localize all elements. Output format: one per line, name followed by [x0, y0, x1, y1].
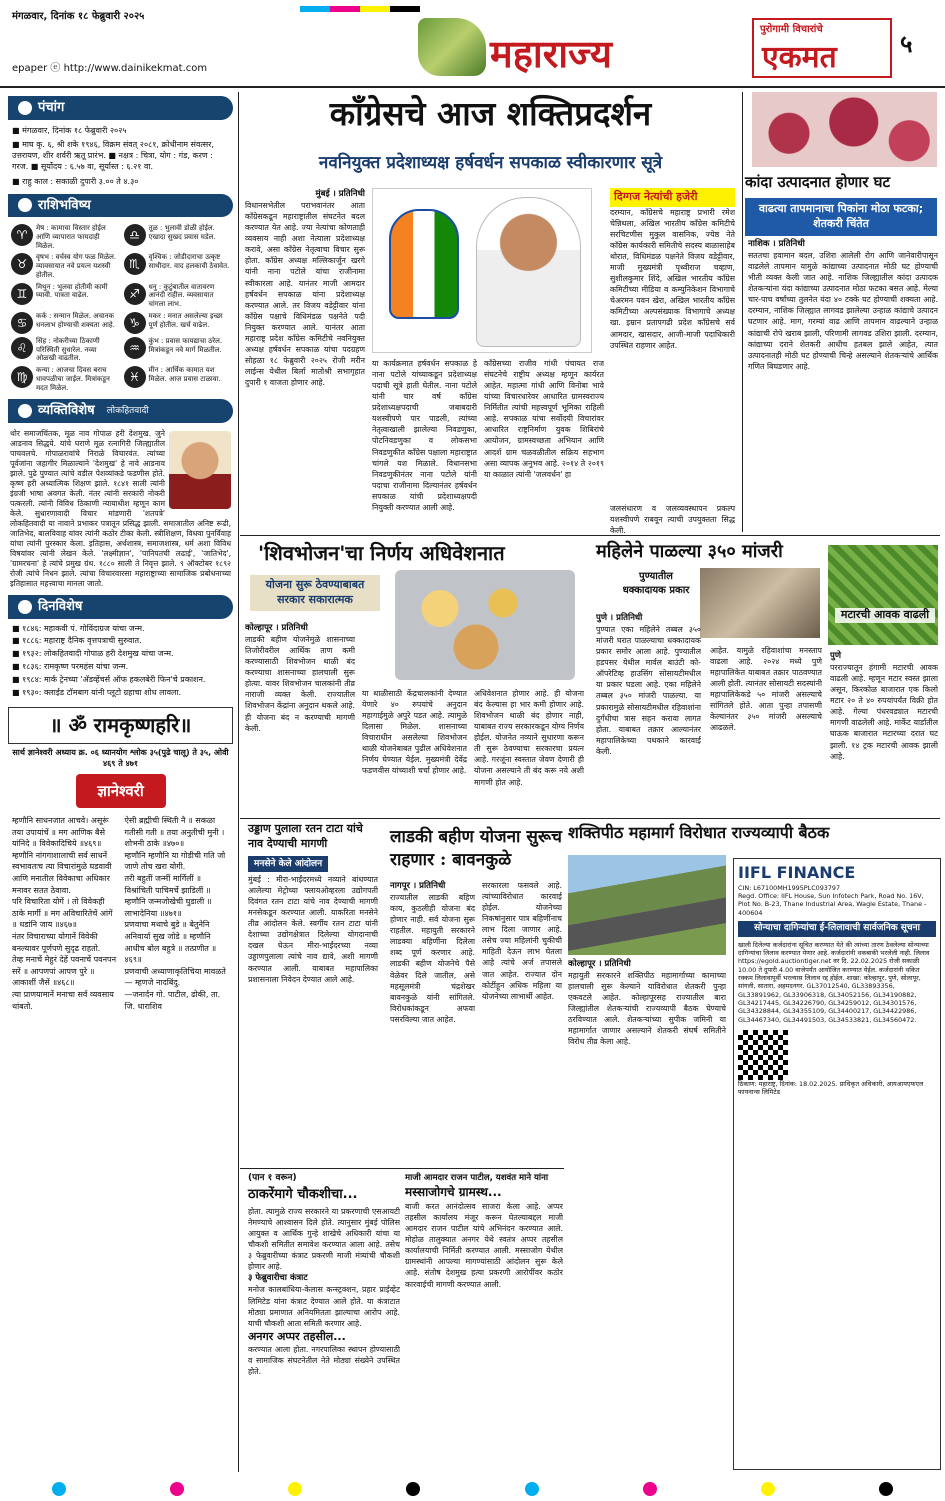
leaders-sidebox — [610, 188, 735, 536]
person-icon — [18, 404, 32, 418]
shivbhojan-byline: कोल्हापूर । प्रतिनिधी — [245, 623, 308, 633]
registration-marks — [0, 1478, 945, 1500]
thackeray-headline: ठाकरेंमागे चौकशीचा... — [248, 1187, 358, 1202]
dnyaneshwari-heading: सार्थ ज्ञानेश्वरी अध्याय क्र. ०६ ध्यानयोग श्लोक ३५(पुढे चालू) ते ३५, ओवी ४६९ ते ४७१ — [12, 748, 229, 769]
rashi-item — [124, 283, 231, 309]
shakti-headline: शक्तिपीठ महामार्ग विरोधात राज्यव्यापी बैठक — [568, 823, 830, 842]
dinvishesh-header — [8, 595, 233, 619]
zodiac-icon — [18, 198, 32, 212]
peas-text: परराज्यातून हंगामी मटारची आवक वाढली आहे. म्हणून मटार स्वस्त झाला असून, किरकोळ बाजारात एक किलो मटार २० ते ४० रुपयांपर्यंत विक्री होत आहे. गेल्या पंधरवड्यात मटारची मागणी वाढलेली आहे. मार्केट यार्डातील घाऊक बाजारात मटारच्या दरात घट झाली. १४ ट्रक मटारची आवक झाली आहे. — [830, 663, 938, 761]
iifl-advertisement — [733, 858, 941, 1470]
dnyaneshwari-logo: ज्ञानेश्वरी — [76, 774, 166, 808]
magenta-dot — [643, 1482, 657, 1496]
rashi-text: कन्या : आजचा दिवस बराच धावपळीचा जाईल. मित्रांकडून मदत मिळेल. — [36, 366, 110, 392]
maharashtra-map-icon — [418, 18, 486, 76]
yellow-dot — [761, 1482, 775, 1496]
aquarius-icon: ♒ — [124, 337, 146, 359]
rashi-text: धनु : कुटुंबातील वातावरण आनंदी राहील. व्यवसायात चांगला लाभ. — [148, 282, 215, 309]
list-item: ■ १८८६: महाराष्ट्र दैनिक वृत्तपत्राची सुरुवात. — [12, 636, 142, 646]
magenta-dot — [170, 1482, 184, 1496]
section-title: महाराज्य — [490, 31, 612, 76]
anagar-sub: माजी आमदार राजन पाटील, यशवंत माने यांना — [405, 1173, 549, 1183]
main-story-col2 — [372, 358, 477, 530]
verse: प्रणवाचा मथाचे बुडे ॥ बेतुनेनि अनिवार्या सुख जोडे ॥ म्हणौनि आधीच बोल बहुत्रे ॥ तत्प्रणीत ॥४६९॥ — [124, 920, 217, 965]
page-number: ५ — [900, 30, 913, 58]
panchang-title: पंचांग — [38, 100, 65, 115]
rashi-item — [11, 366, 118, 392]
verse: म्हणौनि म्हणौनि या गोडीची गति जो जाणे तोच खरा योगी. — [124, 850, 226, 872]
scorpio-icon: ♏ — [124, 253, 146, 275]
shakti-text: महायुती सरकारने शक्तिपीठ महामार्गाच्या कामाच्या हालचाली सुरू केल्याने याविरोधात शेतकरी पुन्हा एकवटले आहेत. कोल्हापूरसह राज्यातील बारा जिल्ह्यांतील शेतकऱ्यांची राज्यव्यापी बैठक घेण्याचे ठरविण्यात आले. शेतकऱ्यांच्या सुपीक जमिनी या महामार्गात जाणार असल्याने शेतकरी संघर्ष समितीने विरोध तीव्र केला आहे. — [568, 971, 726, 1047]
capricorn-icon: ♑ — [124, 312, 146, 334]
main-subheadline: नवनियुक्त प्रदेशाध्यक्ष हर्षवर्धन सपकाळ स्वीकारणार सूत्रे — [318, 153, 663, 173]
calendar-icon — [18, 600, 32, 614]
list-item: ■ १९३२: लोकहितवादी गोपाळ हरी देशमुख यांचा जन्म. — [12, 649, 174, 659]
rashi-header — [8, 194, 233, 218]
main-headline: काँग्रेसचे आज शक्तिप्रदर्शन — [329, 94, 652, 133]
sidebox-title: दिग्गज नेत्यांची हजेरी — [610, 188, 735, 207]
sidebox-text: दरम्यान, काँग्रेसचे महाराष्ट्र प्रभारी रमेश चेन्निथला, अखिल भारतीय काँग्रेस कमिटीचे सरचिटणीस मुकुल वासनिक, ज्येष्ठ नेते काँग्रेस कार्यकारी समितीचे सदस्य बाळासाहेब थोरात, विधिमंडळ पक्षनेते विजय वडेट्टीवार, माजी मुख्यमंत्री पृथ्वीराज चव्हाण, सुशीलकुमार शिंदे, अखिल भारतीय काँग्रेस कमिटीच्या मीडिया व कम्युनिकेशन विभागाचे चेअरमन पवन खेरा, अखिल भारतीय काँग्रेस कमिटीच्या अल्पसंख्याक विभागाचे अध्यक्ष खा. इम्रान प्रतापगढी प्रदेश काँग्रेसचे सर्व आमदार, खासदार, आजी-माजी पदाधिकारी उपस्थित राहणार आहेत. — [610, 207, 735, 350]
shivbhojan-col1 — [245, 622, 355, 812]
dinvishesh-title: दिनविशेष — [38, 599, 83, 615]
rashi-item — [124, 312, 231, 334]
ad-cin: CIN: L67100MH1995PLC093797 — [738, 883, 841, 892]
main-col1-text: विधानसभेतील पराभवानंतर आता काँग्रेसकडून महाराष्ट्रातील संघटनेत बदल करण्यात येत आहे. ज्या नेत्यांचा कोणताही व्यवसाय नाही अशा नेत्याला प्रदेशाध्यक्ष करावे, असा काँग्रेस नेतृत्वाचा विचार सुरू होता. काँग्रेस अध्यक्ष मल्लिकार्जुन खरगे यांनी नाना पटोले यांचा राजीनामा स्वीकारला आहे. यानंतर माजी आमदार हर्षवर्धन सपकाळ यांना प्रदेशाध्यक्ष करण्यात आले. तर विजय वडेट्टीवार यांना काँग्रेस पक्षाचे विधिमंडळ पक्षनेते पदी नियुक्त करण्यात आले. यानंतर आता महाराष्ट्र प्रदेश काँग्रेस कमिटीचे नवनियुक्त अध्यक्ष हर्षवर्धन सपकाळ यांचा पदग्रहण सोहळा १८ फेब्रुवारी २०२५ रोजी मरीन लाईन्स येथील बिर्ला मातोश्री सभागृहात दुपारी १ वाजता होणार आहे. — [245, 201, 365, 388]
shivbhojan-col2-text: या थाळीसाठी केंद्रचालकांनी देण्यात येणारे ४० रुपयांचे अनुदान महागाईमुळे अपुरे पडत आहे. त्यामुळे दिलासा मिळेल. शासनाच्या विचाराधीन असलेल्या शिवभोजन थाळी योजनेबाबत पुढील अधिवेशनात निर्णय घेण्यात येईल. मुख्यमंत्री देवेंद्र फडणवीस यांच्याशी चर्चा होणार आहे. — [362, 689, 467, 776]
thackeray-story — [248, 1206, 400, 1466]
ladki-headline: लाडकी बहीण योजना सुरूच राहणार : बावनकुळे — [390, 827, 562, 870]
yellow-dot — [288, 1482, 302, 1496]
ad-notice-title: सोन्याचा दागिन्यांचा ई-लिलावाची सार्वजनिक सूचना — [738, 921, 936, 937]
onion-banner: वाढत्या तापमानाचा पिकांना मोठा फटका; शेतकरी चिंतेत — [745, 198, 937, 236]
rashi-list — [8, 221, 233, 395]
cyan-dot — [52, 1482, 66, 1496]
black-dot — [406, 1482, 420, 1496]
left-column — [8, 92, 233, 1472]
portrait-image — [169, 431, 231, 509]
thali-photo — [395, 570, 575, 680]
brand-tagline: पुरोगामी विचारांचे — [760, 24, 823, 35]
peas-photo — [828, 545, 938, 645]
masthead — [0, 0, 945, 88]
cats-headline: महिलेने पाळल्या ३५० मांजरी — [596, 541, 783, 562]
verse: त्या प्राणयामानें मनाचा सर्व व्यवसाय थांबतो. — [12, 989, 114, 1011]
thackeray-text: होता. त्यामुळे राज्य सरकारने या प्रकरणाची एसआयटी नेमण्याचे आश्वासन दिले होते. त्यानुसार मुंबई पोलिस आयुक्त व आर्थिक गुन्हे शाखेचे अधिकारी यांचा या चौकशी समितीत समावेश करण्यात आला आहे. तसेच ३ फेब्रुवारीच्या कंत्राट प्रकरणी माजी मंत्र्यांची चौकशी होणार आहे. — [248, 1207, 400, 1272]
cats-byline: पुणे । प्रतिनिधी — [596, 613, 643, 623]
shivbhojan-col3 — [474, 688, 584, 813]
anagar-headline: मस्साजोगचे ग्रामस्थ... — [405, 1185, 502, 1200]
rashi-item — [124, 253, 231, 279]
main-col3-text: काँग्रेसच्या राजीव गांधी पंचायत राज संघटनेचे राष्ट्रीय अध्यक्ष म्हणून कार्यरत आहेत. महात्मा गांधी आणि विनोबा भावे यांच्या विचारधारेवर आधारित ग्रामस्वराज्य निर्मितीत त्यांची महत्त्वपूर्ण भूमिका राहिली आहे. सपकाळ यांचा सर्वोदयी विचारांवर आधारित राष्ट्रनिर्माण युवक शिबिरांचे आयोजन, ग्रामस्वच्छता अभियान आणि आदर्श ग्राम चळवळीतील सक्रिय सहभाग असा व्यापक अनुभव आहे. २०१४ ते २०१९ या काळात त्यांनी 'जलवर्धन' हा — [484, 359, 604, 479]
cats-story-2 — [710, 645, 822, 810]
cats-text-2: आहेत. यामुळे रहिवाशांचा मनस्ताप वाढला आहे. २०२४ मध्ये पुणे महापालिकेत याबाबत तक्रार पाठवण्यात आली होती. त्यानंतर सोसायटी सदस्यांनी महापालिकेकडे ५० मांजरी असल्याचे सांगितले होते. आता पुन्हा तपासणी केल्यानंतर ३५० मांजरी असल्याचे आढळले. — [710, 646, 822, 733]
rashi-item — [11, 337, 118, 363]
congress-hand-logo — [389, 209, 459, 319]
cancer-icon: ♋ — [11, 312, 33, 334]
cats-text: पुण्यात एका महिलेने तब्बल ३५० मांजरी घरात पाळल्याचा धक्कादायक प्रकार समोर आला आहे. पुण्यातील हडपसर येथील मार्वल बाउंटी को-ऑपरेटिव्ह हाउसिंग सोसायटीमधील या प्रकार घडला आहे. एका महिलेने तब्बल ३५० मांजरी पाळल्या. या प्रकारामुळे सोसायटीमधील रहिवाशांना दुर्गंधीचा त्रास सहन करावा लागत होता. याबाबत तक्रार आल्यानंतर महापालिकेच्या पथकाने कारवाई केली. — [596, 625, 701, 756]
verse: प्रणवाची अध्याणाकृतिचिया मावळते — म्हणजे नादबिंदु. — [124, 966, 226, 988]
rashi-text: कर्क : सन्मान मिळेल. अचानक धनलाभ होण्याची शक्यता आहे. — [36, 311, 115, 329]
panchang-line-2: ■ माघ कृ. ६, श्री शके १९४६, विक्रम संवत् २०८१, क्रोधीनाम संवत्सर, उत्तरायण, शीर शर्वरी ऋतू प्रारंभ. ■ नक्षत्र : चित्रा, योग : गंड, करण : गरज. ■ सूर्योदय : ६.५७ वा, सूर्यास्त : ६.२१ वा. — [12, 140, 214, 171]
ad-footer: ठिकाण: महाराष्ट्र, दिनांक: 18.02.2025. प्राधिकृत अधिकारी, आयआयएफएल फायनान्स लिमिटेड — [738, 1080, 924, 1097]
rashi-item — [124, 337, 231, 363]
section-divider — [240, 818, 940, 819]
shivbhojan-col1-text: लाडकी बहीण योजनेमुळे शासनाच्या तिजोरीवरील आर्थिक ताण कमी करण्यासाठी शिवभोजन थाळी बंद करण्याचा शासनाच्या हालचाली सुरू होत्या. यावर शिवभोजन चालकांनी तीव्र नाराजी व्यक्त केली. राज्यातील शिवभोजन केंद्रांना अनुदान थकले आहे. ही योजना बंद न करण्याची मागणी केली. — [245, 635, 355, 733]
rashi-text: सिंह : नोकरीच्या ठिकाणी परिस्थिती सुधारेल. नव्या ओळखी वाढतील. — [36, 336, 100, 363]
list-item: ■ १८३६: रामकृष्ण परमहंस यांचा जन्म. — [12, 662, 129, 672]
vyakti-article — [8, 427, 233, 591]
vyakti-text: थोर समाजचिंतक, मूळ नाव गोपाळ हरी देशमुख. जुने आडनाव सिद्धये. यांचे घराणे मूळ रत्नागिरी जिल्ह्यातील पाचवलचे. गोपाळरावांचे निराळे विचारवंत. त्यांच्या पूर्वजांना जहागीर मिळाल्याने 'देशमुख' हे नावे आडनाव झाले. पुढे पुण्यात त्यांचे वडील पेशव्यांकडे फडणीस होते. कृष्ण हरी अध्यात्मिक शिक्षण झाले. १८४१ साली त्यांनी इंग्रजी भाषा अवगत केली. नंतर त्यांनी सरकारी नोकरी पत्करली. त्यांनी विविध ठिकाणी न्यायाधीश म्हणून काम केले. सुधारणावादी विचार मांडणारी 'शतपत्रे' लोकहितवादी या नावाने प्रभाकर पत्रातून प्रसिद्ध झाली. समाजातील अनिष्ट रूढी, जातिभेद, बालविवाह यांवर त्यांनी कठोर टीका केली. स्त्रीशिक्षण, विधवा पुनर्विवाह यांचा त्यांनी पुरस्कार केला. इतिहास, अर्थशास्त्र, समाजशास्त्र, धर्म अशा विविध विषयांवर त्यांनी लेखन केले. 'लक्ष्मीज्ञान', 'पानिपतची लढाई', 'जातिभेद', 'ग्रामरचना' हे त्यांचे प्रमुख ग्रंथ. १८८० साली ते निवृत्त झाले. ९ ऑक्टोबर १८९२ रोजी त्यांचे निधन झाले. त्यांचा विचारवारसा महाराष्ट्राच्या सामाजिक प्रबोधनाच्या इतिहासात महत्त्वाचा मानला जातो. — [10, 428, 231, 589]
onion-photo — [752, 92, 937, 167]
panchang-line-3: ■ राहु काल : सकाळी दुपारी ३.०० ते ४.३० — [12, 176, 139, 186]
rashi-text: वृषभ : वर्चस्व योग फळ मिळेल. व्यावसायात नवे प्रयत्न यशस्वी होतील. — [36, 253, 117, 279]
sagittarius-icon: ♐ — [124, 283, 146, 305]
ladki-col1-text: राज्यातील लाडकी बहिण काय, कुठलीही योजना बंद होणार नाही. सर्व योजना सुरू राहतील. महायुती सरकारने लाडक्या बहिणींना दिलेला शब्द पूर्ण करणार आहे. लाडकी बहीण योजनेचे पैसे वेळेवर दिले जातील, असे महसूलमंत्री चंद्रशेखर बावनकुळे यांनी सांगितले. विरोधकांकडून अफवा पसरविल्या जात आहेत. — [390, 893, 475, 1024]
ladki-col1 — [390, 880, 475, 1160]
cats-photo — [700, 568, 820, 638]
onion-byline: नाशिक । प्रतिनिधी — [748, 239, 805, 249]
virgo-icon: ♍ — [11, 366, 33, 388]
panchang-line-1: ■ मंगळवार, दिनांक १८ फेब्रुवारी २०२५ — [12, 125, 127, 135]
ladki-col2 — [482, 880, 562, 1160]
verse: तेव्ह मनाचें मेहुरं देहें पवनाचें पवनपन सरें ॥ आपणपां आपण पुरे ॥ आकाशीं जैसें ॥४६८॥ — [12, 955, 117, 988]
rashi-text: मेष : कामाचा विस्तार होईल आणि व्यापारात फायदाही मिळेल. — [36, 224, 106, 250]
verse: तरी बहुतीं जन्मीं मार्गिलीं ॥ विश्रांचिती पाचिमर्चे झाडिलीं ॥ म्हणौनि जन्मजोखेची घुडाली ॥ लाभादेनिया ॥४७१॥ — [124, 874, 212, 918]
taurus-icon: ♉ — [11, 253, 33, 275]
onion-text: सततचा हवामान बदल, उशिरा आलेली रोग आणि जानेवारीपासून वाढलेले तापमान यामुळे कांद्याच्या उत्पादनात मोठी घट होण्याची भीती व्यक्त केली जात आहे. नाशिक जिल्ह्यातील कांदा उत्पादक शेतकऱ्यांना यंदा कांद्याच्या उत्पादनात मोठा फटका बसत आहे. मेल्या चार-पाच वर्षांच्या तुलनेत यंदा ४० टक्के घट होण्याची शक्यता आहे. दरम्यान, नाशिक जिल्ह्यात लागवड झालेल्या उन्हाळ कांद्याचे उत्पादन घटणार आहे. माग, गरम्यां वाढ आणि तापमान वाढल्याने उन्हाळ कांद्याची रोपे खराब झाली, परिणामी लागवड उशिरा झाली. दरम्यान, कांद्याच्या दराने शेतकरी आधीच हतबल झाले आहेत, त्यात उत्पादनातही मोठी घट होण्याची चिन्हे असल्याने शेतकऱ्यांचे आर्थिक गणित बिघडणार आहे. — [748, 251, 938, 371]
dnyaneshwari-verses — [8, 812, 233, 1015]
onion-headline: कांदा उत्पादनात होणार घट — [745, 173, 891, 191]
highway-photo — [568, 855, 726, 955]
rashi-item — [124, 366, 231, 392]
rattan-story — [248, 874, 378, 1159]
rattan-text: मुंबई : मीरा-भाईंदरमध्ये नव्याने बांधण्यात आलेल्या मेट्रोच्या फ्लायओव्हरला उद्योगपती दिवंगत रतन टाटा यांचे नाव देण्याची मागणी मनसेकडून करण्यात आली. याकरिता मनसेने तीव्र आंदोलन केले. स्वर्गीय रतन टाटा यांनी देशाच्या उद्योगक्षेत्रात दिलेल्या योगदानाची दखल घेऊन मीरा-भाईंदरच्या नव्या उड्डाणपुलाला त्यांचे नाव द्यावे, अशी मागणी करण्यात आली. याबाबत महापालिका प्रशासनाला निवेदन देण्यात आले आहे. — [248, 875, 378, 984]
cats-story — [596, 612, 701, 812]
leo-icon: ♌ — [11, 337, 33, 359]
rashi-text: वृश्चिक : जोडीदाराचा उत्कृष्ट साथीदार. वाद हलकावी ठेवावेत. — [148, 253, 230, 271]
anagar-text: बाजी करत आनंदोत्सव साजरा केला आहे. अप्पर तहसील कार्यालय मंजूर करून घेतल्याबद्दल माजी आमदार राजन पाटील यांचे अभिनंदन करण्यात आले. मोहोळ तालुक्यात अनगर येथे स्वतंत्र अप्पर तहसील कार्यालयाची निर्मिती करण्यात आली. मस्साजोग येथील ग्रामस्थांनी आपल्या मागण्यांसाठी आंदोलन सुरू केले आहे. संतोष देशमुख हत्या प्रकरणी आरोपींवर कठोर कारवाईची मागणी करण्यात आली. — [405, 1202, 563, 1289]
congress-photo — [372, 188, 592, 353]
shivbhojan-headline: 'शिवभोजन'चा निर्णय अधिवेशनात — [258, 541, 505, 565]
verse: नंतर विचाराच्या योगानें विवेकी बनल्यावर पूर्णपणे सुदृढ राहतो. — [12, 931, 101, 953]
aries-icon: ♈ — [11, 224, 33, 246]
rashi-text: मीन : आर्थिक कामात यश मिळेल. आज प्रवास टाळावा. — [148, 366, 221, 383]
main-col2-text: या कार्यक्रमात हर्षवर्धन सपकाळ हे नाना पटोले यांच्याकडून प्रदेशाध्यक्ष पदाची सूत्रे हाती घेतील. नाना पटोले यांनी चार वर्ष काँग्रेस प्रदेशाध्यक्षपदाची जबाबदारी यशस्वीपणे पार पाडली, त्यांच्या नेतृत्वाखाली झालेल्या निवडणुका, पोटनिवडणुका व लोकसभा निवडणुकीत काँग्रेस पक्षाला महाराष्ट्रात चांगले यश मिळाले. विधानसभा निवडणुकीनंतर नाना पटोले यांनी पदाचा राजीनामा दिल्यानंतर हर्षवर्धन सपकाळ यांची प्रदेशाध्यक्षपदी नियुक्ती करण्यात आली आहे. — [372, 359, 477, 512]
shivbhojan-col2 — [362, 688, 467, 813]
om-title: ॥ ॐ रामकृष्णहरि॥ — [8, 707, 233, 744]
verse-author: —जनार्दन गो. पाटील, ढोकी, ता. जि. धाराशिव — [124, 989, 221, 1011]
rashi-text: मकर : मनात असलेल्या इच्छा पूर्ण होतील. खर्च वाढेल. — [148, 311, 223, 329]
verse: ऐसी ब्रह्मीची स्थिती नै ॥ सकळा गतीसी गती ॥ तया अनुतीची मुनी । शोभनी ठाके ॥४७०॥ — [124, 816, 225, 849]
rattan-headline: उड्डाण पुलाला रतन टाटा यांचे नाव देण्याची मागणी — [248, 822, 363, 850]
peas-story — [830, 650, 938, 810]
main-story-col3 — [484, 358, 604, 530]
sidebox-tail: जलसंधारण व जलव्यवस्थापन प्रकल्प यशस्वीपणे राबवून त्याची उपयुक्तता सिद्ध केली. — [610, 503, 735, 535]
shakti-story — [568, 958, 726, 1468]
cats-box: पुण्यातील धक्कादायक प्रकार — [622, 571, 690, 596]
section-divider — [240, 1168, 564, 1169]
epaper-link[interactable]: epaper ⓔ http://www.dainikekmat.com — [12, 63, 208, 74]
rashi-title: राशिभविष्य — [38, 197, 91, 213]
rashi-item — [11, 253, 118, 279]
thackeray-text3: करण्यात आला होता. नगरपालिका स्थापन होण्यासाठी व सामाजिक संघटनेतील नेते मोठ्या संख्येने उपस्थित होते. — [248, 1345, 400, 1377]
ladki-byline: नागपूर । प्रतिनिधी — [390, 881, 446, 891]
list-item: ■ १९८४: मार्क ट्रेनच्या 'अ‍ॅडव्हेंचर्स ऑफ हकलबेरी फिन'चे प्रकाशन. — [12, 674, 206, 684]
pisces-icon: ♓ — [124, 366, 146, 388]
rattan-tag: मनसेने केले आंदोलन — [248, 856, 328, 872]
main-story-col1 — [245, 188, 365, 528]
thackeray-text2: मनोज कालबांधिया-केलास कन्स्ट्रक्शन, प्रहार प्राईव्हेट लिमिटेड यांना कंत्राट देण्यात आले होते. या कंत्राटात मोठ्या प्रमाणात अनियमितता झाल्याचा आरोप आहे. याची चौकशी आता समिती करणार आहे. — [248, 1285, 400, 1328]
list-item: ■ १८४६: महाकवी पं. गोविंदाग्रज यांचा जन्म. — [12, 623, 145, 633]
sun-icon — [18, 101, 32, 115]
verse: परि विचारिता योगें । तो विवेकही ठाके मार्गी ॥ मग अविचारितेचें आंगें ॥ धडांनि जाय ॥४६७॥ — [12, 897, 113, 930]
main-byline: मुंबई । प्रतिनिधी — [315, 189, 365, 199]
peas-headline: मटारची आवक वाढली — [835, 608, 935, 623]
black-dot — [879, 1482, 893, 1496]
vyakti-title: व्यक्तिविशेष — [38, 403, 95, 419]
list-item: ■ १९३०: क्लाईड टॉमबाग यांनी प्लूटो ग्रहाचा शोध लावला. — [12, 687, 182, 697]
continued-label: (पान १ वरून) — [248, 1173, 297, 1183]
column-divider — [742, 92, 743, 532]
ladki-col2-text: सरकारला फसवले आहे. त्यांच्याविरोधात कारवाई होईल. योजनेच्या निकषांनुसार पात्र बहिणींनाच लाभ दिला जाणार आहे. तसेच ज्या महिलांनी चुकीची माहिती देऊन लाभ घेतला आहे त्यांचे अर्ज तपासले जात आहेत. राज्यात दोन कोटींहून अधिक महिला या योजनेच्या लाभार्थी आहेत. — [482, 881, 562, 1001]
verse: म्हणौनि साधनजात आचवे। असूरूं तया उपायांचें ॥ मग आणिक बैसे यांनिदे ॥ विवेकादिचिये ॥४६९॥ — [12, 816, 109, 849]
section-divider — [240, 535, 940, 536]
vyakti-tag: लोकहितवादी — [106, 406, 149, 417]
edition-date: मंगळवार, दिनांक १८ फेब्रुवारी २०२५ — [12, 11, 145, 22]
qr-code-icon[interactable] — [738, 1030, 788, 1080]
rashi-text: मिथुन : भुलवा होतीमी कामी घ्यावी. पात्रता वाढेल. — [36, 282, 108, 300]
thackeray-sub2: ३ फेब्रुवारीचा कंत्राट — [248, 1273, 308, 1284]
column-divider — [238, 92, 239, 1472]
thackeray-sub3: अनगर अप्पर तहसील... — [248, 1329, 346, 1343]
iifl-logo: IIFL FINANCE — [738, 863, 856, 882]
rashi-text: तूळ : भुलावी डोळी होईल. एखादा सुखद प्रवास घडेल. — [148, 224, 216, 241]
verse: म्हणौनि नांगगाशालाची सर्व साधनें स्वभावतःच त्या विचारांमुळे घडवावी आणि मनातील विवेकाचा अधिकार मनावर सतत ठेवावा. — [12, 850, 112, 895]
brand-logo — [752, 18, 892, 78]
onion-story — [748, 238, 938, 528]
vyakti-header — [8, 399, 233, 423]
libra-icon: ♎ — [124, 224, 146, 246]
rashi-item — [11, 283, 118, 309]
rashi-text: कुंभ : प्रवास फायद्याचा ठरेल. मित्रांकडून नवे मार्ग मिळतील. — [148, 336, 223, 354]
ad-office: Regd. Office: IIFL House, Sun Infotech Park, Road No. 16V, Plot No. B-23, Thane Industrial Area, Wagle Estate, Thane - 400604 — [738, 892, 927, 917]
rashi-item — [124, 224, 231, 250]
cyan-dot — [525, 1482, 539, 1496]
ad-body: खाली दिलेल्या कर्जदारांना सूचित करण्यात येते की त्यांच्या तारण ठेवलेल्या सोन्याच्या दागिन्यांचा लिलाव करण्यात येणार आहे. कर्जदारांनी थकबाकी भरलेली नाही. लिलाव https://egold.auctiontiger.net वर दि. 22.02.2025 रोजी सकाळी 10.00 ते दुपारी 4.00 वाजेपर्यंत आयोजित करण्यात येईल. कर्जदारांनी थकित रक्कम लिलावापूर्वी भरल्यास लिलाव रद्द होईल. शाखा: कोल्हापूर, पुणे, सोलापूर, सांगली, सातारा, अहमदनगर. GL37012540, GL33893356, GL33891962, GL33906318, GL34052156, GL34190882, GL34217445, GL34226790, GL34259012, GL34301576, GL34328844, GL34355109, GL34400217, GL34422986, GL34467340, GL34491503, GL34533821, GL34560472. — [738, 940, 930, 1024]
rashi-item — [11, 312, 118, 334]
shivbhojan-box: योजना सुरू ठेवण्याबाबत सरकार सकारात्मक — [250, 575, 380, 611]
brand-name: एकमत — [762, 40, 837, 75]
leader-portrait — [476, 197, 581, 347]
shivbhojan-col3-text: अधिवेशनात होणार आहे. ही योजना बंद केल्यास हा भार कमी होणार आहे. शिवभोजन थाळी बंद होणार नाही, याबाबत राज्य सरकारकडून योग्य निर्णय होईल. योजनेत नव्याने सुधारणा करून ती सुरू ठेवण्याचा सरकारचा प्रयत्न आहे. गरजूंना स्वस्तात जेवण देणारी ही योजना असल्याने ती बंद करू नये अशी मागणी होत आहे. — [474, 689, 584, 787]
shakti-byline: कोल्हापूर । प्रतिनिधी — [568, 959, 631, 969]
peas-byline: पुणे — [830, 651, 841, 661]
anagar-story — [405, 1172, 563, 1468]
panchang-header — [8, 96, 233, 120]
gemini-icon: ♊ — [11, 283, 33, 305]
color-registration-bar — [300, 6, 420, 12]
dinvishesh-list — [8, 623, 233, 700]
rashi-item — [11, 224, 118, 250]
